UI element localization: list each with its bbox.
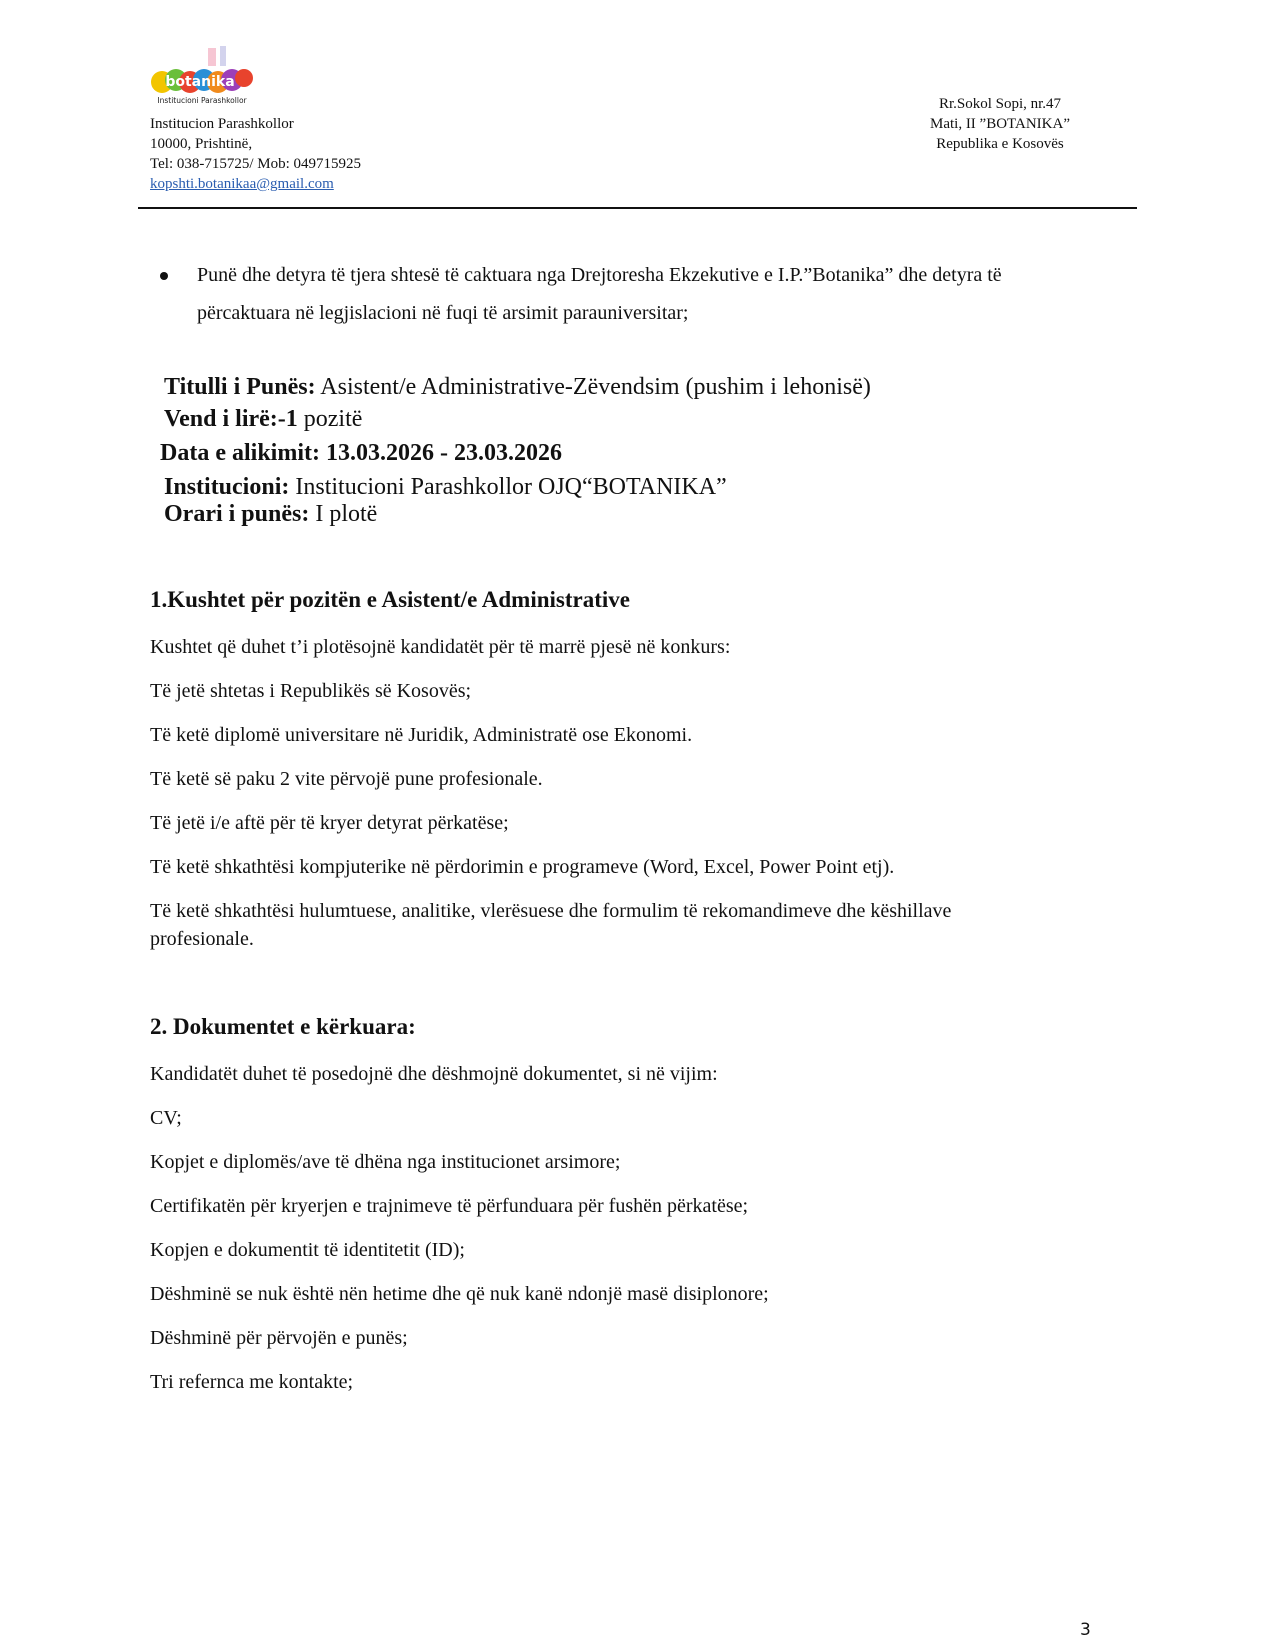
job-schedule-label: Orari i punës: — [164, 501, 310, 527]
bullet-dot-icon — [160, 272, 168, 280]
header-divider — [138, 207, 1137, 209]
job-institution-label: Institucioni: — [164, 474, 290, 500]
header-address: Rr.Sokol Sopi, nr.47 — [938, 96, 1062, 112]
section2-item: Dëshminë se nuk është nën hetime dhe që nuk kanë ndonjë masë disiplonore; — [150, 1283, 769, 1305]
section1-item: Të ketë shkathtësi kompjuterike në përdorimin e programeve (Word, Excel, Power Point etj). — [150, 856, 895, 878]
section2-item: Dëshminë për përvojën e punës; — [150, 1327, 408, 1349]
header-email-link[interactable]: kopshti.botanikaa@gmail.com — [150, 176, 334, 192]
section1-heading: 1.Kushtet për pozitën e Asistent/e Administrative — [150, 587, 630, 612]
job-date-label: Data e alikimit: 13.03.2026 - 23.03.2026 — [160, 440, 562, 466]
svg-text:botanika: botanika — [165, 74, 235, 90]
section2-item: Kopjen e dokumentit të identitetit (ID); — [150, 1239, 465, 1261]
header-location: Mati, II ”BOTANIKA” — [929, 116, 1070, 132]
section2-item: Kandidatët duhet të posedojnë dhe dëshmojnë dokumentet, si në vijim: — [150, 1063, 718, 1085]
job-title-label: Titulli i Punës: — [164, 374, 316, 400]
svg-text:Institucioni Parashkollor: Institucioni Parashkollor — [157, 96, 247, 105]
job-schedule-value: I plotë — [309, 501, 378, 527]
section2-item: Tri refernca me kontakte; — [150, 1371, 354, 1393]
header-city: 10000, Prishtinë, — [150, 136, 253, 152]
section1-item: Të ketë së paku 2 vite përvojë pune profesionale. — [150, 768, 543, 790]
section1-item: Të ketë diplomë universitare në Juridik, Administratë ose Ekonomi. — [150, 724, 693, 746]
job-institution-value: Institucioni Parashkollor OJQ“BOTANIKA” — [289, 474, 727, 500]
section2-item: Certifikatën për kryerjen e trajnimeve të përfunduara për fushën përkatëse; — [150, 1195, 749, 1217]
job-title-line — [164, 371, 871, 403]
section1-item: Të jetë i/e aftë për të kryer detyrat përkatëse; — [150, 812, 509, 834]
header-institution: Institucion Parashkollor — [150, 116, 294, 132]
job-title-value: Asistent/e Administrative-Zëvendsim (pushim i lehonisë) — [315, 374, 871, 400]
bullet-item — [160, 256, 1090, 332]
job-schedule-line — [164, 498, 377, 530]
section1-item: Të jetë shtetas i Republikës së Kosovës; — [150, 680, 472, 702]
job-vacancy-label: Vend i lirë:-1 — [164, 406, 298, 432]
section1-item: Të ketë shkathtësi hulumtuese, analitike, vlerësuese dhe formulim të rekomandimeve dhe këshillave profesionale. — [150, 900, 952, 950]
section2-heading: 2. Dokumentet e kërkuara: — [150, 1014, 416, 1039]
header-phone: Tel: 038-715725/ Mob: 049715925 — [150, 156, 362, 172]
job-vacancy-value: pozitë — [297, 406, 363, 432]
header-left-block — [150, 114, 361, 194]
section2-item: CV; — [150, 1107, 182, 1129]
page-number: 3 — [1080, 1620, 1091, 1640]
job-vacancy-line — [164, 403, 362, 435]
section2-item: Kopjet e diplomës/ave të dhëna nga institucionet arsimore; — [150, 1151, 621, 1173]
bullet-text: Punë dhe detyra të tjera shtesë të caktuara nga Drejtoresha Ekzekutive e I.P.”Botanika” dhe detyra të përcaktuara në legjislacioni në fuqi të arsimit parauniversitar; — [197, 264, 1002, 324]
job-date-line — [160, 437, 562, 469]
header-country: Republika e Kosovës — [936, 136, 1064, 152]
section1-item: Kushtet që duhet t’i plotësojnë kandidatët për të marrë pjesë në konkurs: — [150, 636, 731, 658]
botanika-logo — [150, 42, 254, 106]
header-right-block — [880, 94, 1120, 154]
